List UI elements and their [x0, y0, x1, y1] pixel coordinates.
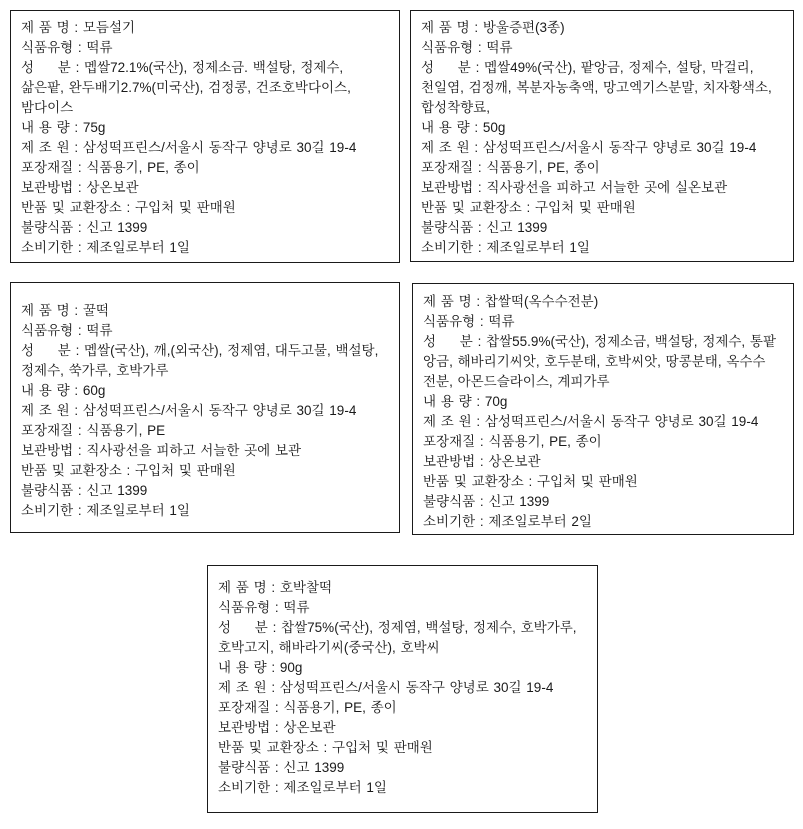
label-line: 포장재질 : 식품용기, PE, 종이: [421, 160, 600, 175]
label-line: 성 분 : 멥쌀(국산), 깨,(외국산), 정제염, 대두고물, 백설탕,: [21, 343, 379, 358]
label-line: 제 조 원 : 삼성떡프린스/서울시 동작구 양녕로 30길 19-4: [21, 403, 357, 418]
label-box-kkultteok: [10, 282, 400, 533]
label-line: 불량식품 : 신고 1399: [423, 494, 550, 509]
label-line: 내 용 량 : 50g: [421, 120, 506, 135]
label-line: 내 용 량 : 75g: [21, 120, 106, 135]
label-line: 소비기한 : 제조일로부터 2일: [423, 514, 592, 529]
label-line: 식품유형 : 떡류: [21, 323, 113, 338]
label-line: 식품유형 : 떡류: [21, 40, 113, 55]
label-line: 불량식품 : 신고 1399: [21, 220, 148, 235]
label-line: 불량식품 : 신고 1399: [21, 483, 148, 498]
label-line: 보관방법 : 상온보관: [218, 720, 336, 735]
label-line: 보관방법 : 직사광선을 피하고 서늘한 곳에 실온보관: [421, 180, 728, 195]
label-box-hobak-chaltteok: [207, 565, 598, 813]
label-line: 성 분 : 찹쌀75%(국산), 정제염, 백설탕, 정제수, 호박가루,: [218, 620, 577, 635]
label-line: 반품 및 교환장소 : 구입처 및 판매원: [421, 200, 636, 215]
label-line: 불량식품 : 신고 1399: [218, 760, 345, 775]
label-line: 성 분 : 멥쌀72.1%(국산), 정제소금. 백설탕, 정제수,: [21, 60, 344, 75]
label-line: 내 용 량 : 60g: [21, 383, 106, 398]
label-line: 보관방법 : 상온보관: [423, 454, 541, 469]
label-line: 포장재질 : 식품용기, PE, 종이: [218, 700, 397, 715]
label-line: 반품 및 교환장소 : 구입처 및 판매원: [21, 200, 236, 215]
label-line: 제 품 명 : 꿀떡: [21, 303, 109, 318]
label-box-chapssaltteok: [412, 283, 794, 535]
label-line: 제 품 명 : 호박찰떡: [218, 580, 333, 595]
label-line: 반품 및 교환장소 : 구입처 및 판매원: [423, 474, 638, 489]
label-line: 정제수, 쑥가루, 호박가루: [21, 363, 169, 378]
label-line: 앙금, 해바리기씨앗, 호두분태, 호박씨앗, 땅콩분태, 옥수수: [423, 354, 766, 369]
label-line: 내 용 량 : 70g: [423, 394, 508, 409]
label-line: 삶은팥, 완두배기2.7%(미국산), 검정콩, 건조호박다이스,: [21, 80, 351, 95]
label-line: 밤다이스: [21, 100, 74, 115]
label-line: 포장재질 : 식품용기, PE, 종이: [21, 160, 200, 175]
label-line: 반품 및 교환장소 : 구입처 및 판매원: [21, 463, 236, 478]
label-line: 식품유형 : 떡류: [421, 40, 513, 55]
label-line: 식품유형 : 떡류: [423, 314, 515, 329]
label-line: 합성착향료,: [421, 100, 490, 115]
label-line: 소비기한 : 제조일로부터 1일: [218, 780, 387, 795]
label-line: 성 분 : 멥쌀49%(국산), 팥앙금, 정제수, 설탕, 막걸리,: [421, 60, 754, 75]
label-line: 내 용 량 : 90g: [218, 660, 303, 675]
label-line: 포장재질 : 식품용기, PE, 종이: [423, 434, 602, 449]
label-line: 제 조 원 : 삼성떡프린스/서울시 동작구 양녕로 30길 19-4: [421, 140, 757, 155]
label-line: 반품 및 교환장소 : 구입처 및 판매원: [218, 740, 433, 755]
label-line: 제 조 원 : 삼성떡프린스/서울시 동작구 양녕로 30길 19-4: [218, 680, 554, 695]
label-line: 호박고지, 해바라기씨(중국산), 호박씨: [218, 640, 440, 655]
label-line: 소비기한 : 제조일로부터 1일: [21, 240, 190, 255]
label-line: 식품유형 : 떡류: [218, 600, 310, 615]
label-line: 보관방법 : 상온보관: [21, 180, 139, 195]
label-line: 포장재질 : 식품용기, PE: [21, 423, 166, 438]
label-line: 제 품 명 : 방울증편(3종): [421, 20, 565, 35]
label-line: 제 품 명 : 모듬설기: [21, 20, 136, 35]
label-line: 성 분 : 찹쌀55.9%(국산), 정제소금, 백설탕, 정제수, 통팥: [423, 334, 777, 349]
label-line: 불량식품 : 신고 1399: [421, 220, 548, 235]
label-line: 보관방법 : 직사광선을 피하고 서늘한 곳에 보관: [21, 443, 302, 458]
label-box-bangul-jeungpyeon: [410, 10, 794, 262]
label-line: 소비기한 : 제조일로부터 1일: [21, 503, 190, 518]
label-line: 제 품 명 : 찹쌀떡(옥수수전분): [423, 294, 599, 309]
label-box-modeum-seolgi: [10, 10, 400, 263]
label-line: 소비기한 : 제조일로부터 1일: [421, 240, 590, 255]
label-line: 제 조 원 : 삼성떡프린스/서울시 동작구 양녕로 30길 19-4: [423, 414, 759, 429]
label-line: 전분, 아몬드슬라이스, 계피가루: [423, 374, 610, 389]
label-line: 천일염, 검정깨, 복분자농축액, 망고엑기스분말, 치자황색소,: [421, 80, 772, 95]
label-line: 제 조 원 : 삼성떡프린스/서울시 동작구 양녕로 30길 19-4: [21, 140, 357, 155]
